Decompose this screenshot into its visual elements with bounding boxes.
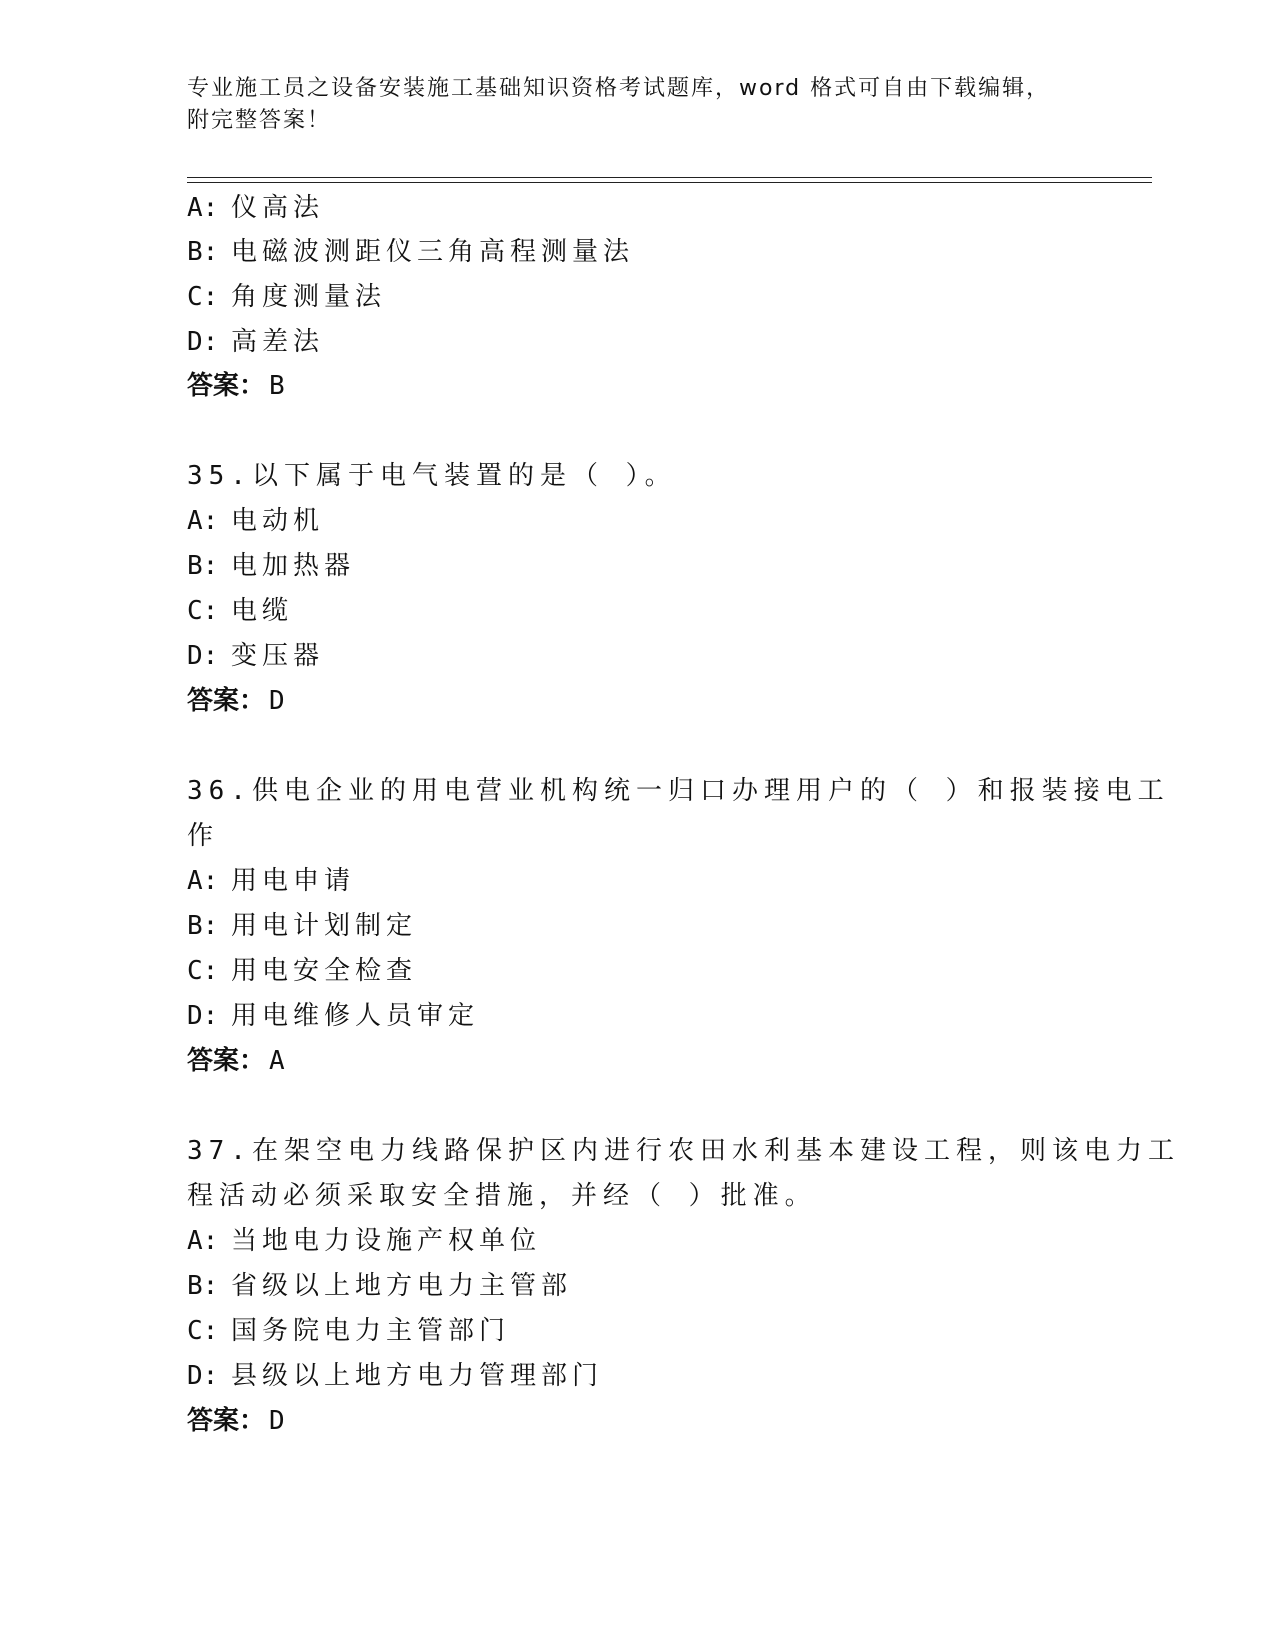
option-label: A: <box>187 866 219 896</box>
option-label: B: <box>187 911 219 941</box>
answer-line <box>187 1404 285 1438</box>
option-label: C: <box>187 282 219 312</box>
option-label: A: <box>187 193 219 223</box>
document-header <box>187 73 1087 137</box>
option-text: 用电维修人员审定 <box>231 1001 480 1031</box>
option-text: 国务院电力主管部门 <box>231 1316 511 1346</box>
option-label: D: <box>187 1361 219 1391</box>
answer-line <box>187 369 285 403</box>
option-text: 当地电力设施产权单位 <box>231 1226 542 1256</box>
option-d <box>187 639 324 673</box>
question-36-stem-line-2: 作 <box>187 821 220 851</box>
option-text: 电动机 <box>231 506 325 536</box>
option-b <box>187 235 634 269</box>
option-text: 高差法 <box>231 327 325 357</box>
header-divider-bottom <box>187 182 1152 183</box>
answer-label: 答案： <box>187 371 266 401</box>
option-label: C: <box>187 596 219 626</box>
header-divider-top <box>187 177 1152 178</box>
option-label: D: <box>187 327 219 357</box>
option-a <box>187 864 355 898</box>
option-label: A: <box>187 1226 219 1256</box>
option-b <box>187 909 417 943</box>
option-label: C: <box>187 956 219 986</box>
option-label: D: <box>187 641 219 671</box>
question-37-stem-line-1: 37.在架空电力线路保护区内进行农田水利基本建设工程，则该电力工 <box>187 1136 1180 1166</box>
option-text: 省级以上地方电力主管部 <box>231 1271 573 1301</box>
option-c <box>187 594 293 628</box>
option-text: 角度测量法 <box>231 282 387 312</box>
option-c <box>187 280 386 314</box>
answer-label: 答案： <box>187 686 266 716</box>
option-label: C: <box>187 1316 219 1346</box>
header-line-1: 专业施工员之设备安装施工基础知识资格考试题库，word 格式可自由下载编辑， <box>187 76 1051 101</box>
question-37-stem-line-2: 程活动必须采取安全措施，并经（ ）批准。 <box>187 1181 817 1211</box>
question-35-stem: 35.以下属于电气装置的是（ ）。 <box>187 461 677 491</box>
option-c <box>187 954 417 988</box>
answer-value: D <box>269 1406 285 1436</box>
option-text: 县级以上地方电力管理部门 <box>231 1361 604 1391</box>
option-text: 用电申请 <box>231 866 356 896</box>
option-label: D: <box>187 1001 219 1031</box>
option-label: B: <box>187 237 219 267</box>
question-36-stem-line-1: 36.供电企业的用电营业机构统一归口办理用户的（ ）和报装接电工 <box>187 776 1170 806</box>
option-a <box>187 504 324 538</box>
answer-label: 答案： <box>187 1406 266 1436</box>
option-text: 仪高法 <box>231 193 325 223</box>
option-d <box>187 1359 603 1393</box>
option-text: 电磁波测距仪三角高程测量法 <box>231 237 635 267</box>
option-text: 用电计划制定 <box>231 911 418 941</box>
option-label: B: <box>187 551 219 581</box>
answer-line <box>187 1044 285 1078</box>
answer-value: D <box>269 686 285 716</box>
option-a <box>187 191 324 225</box>
answer-value: A <box>269 1046 285 1076</box>
answer-label: 答案： <box>187 1046 266 1076</box>
option-b <box>187 549 355 583</box>
option-text: 电缆 <box>231 596 294 626</box>
option-text: 电加热器 <box>231 551 356 581</box>
option-text: 用电安全检查 <box>231 956 418 986</box>
option-label: A: <box>187 506 219 536</box>
option-label: B: <box>187 1271 219 1301</box>
option-text: 变压器 <box>231 641 325 671</box>
option-b <box>187 1269 572 1303</box>
header-line-2: 附完整答案！ <box>187 108 332 133</box>
option-d <box>187 325 324 359</box>
answer-line <box>187 684 285 718</box>
option-a <box>187 1224 541 1258</box>
answer-value: B <box>269 371 285 401</box>
option-c <box>187 1314 510 1348</box>
option-d <box>187 999 479 1033</box>
